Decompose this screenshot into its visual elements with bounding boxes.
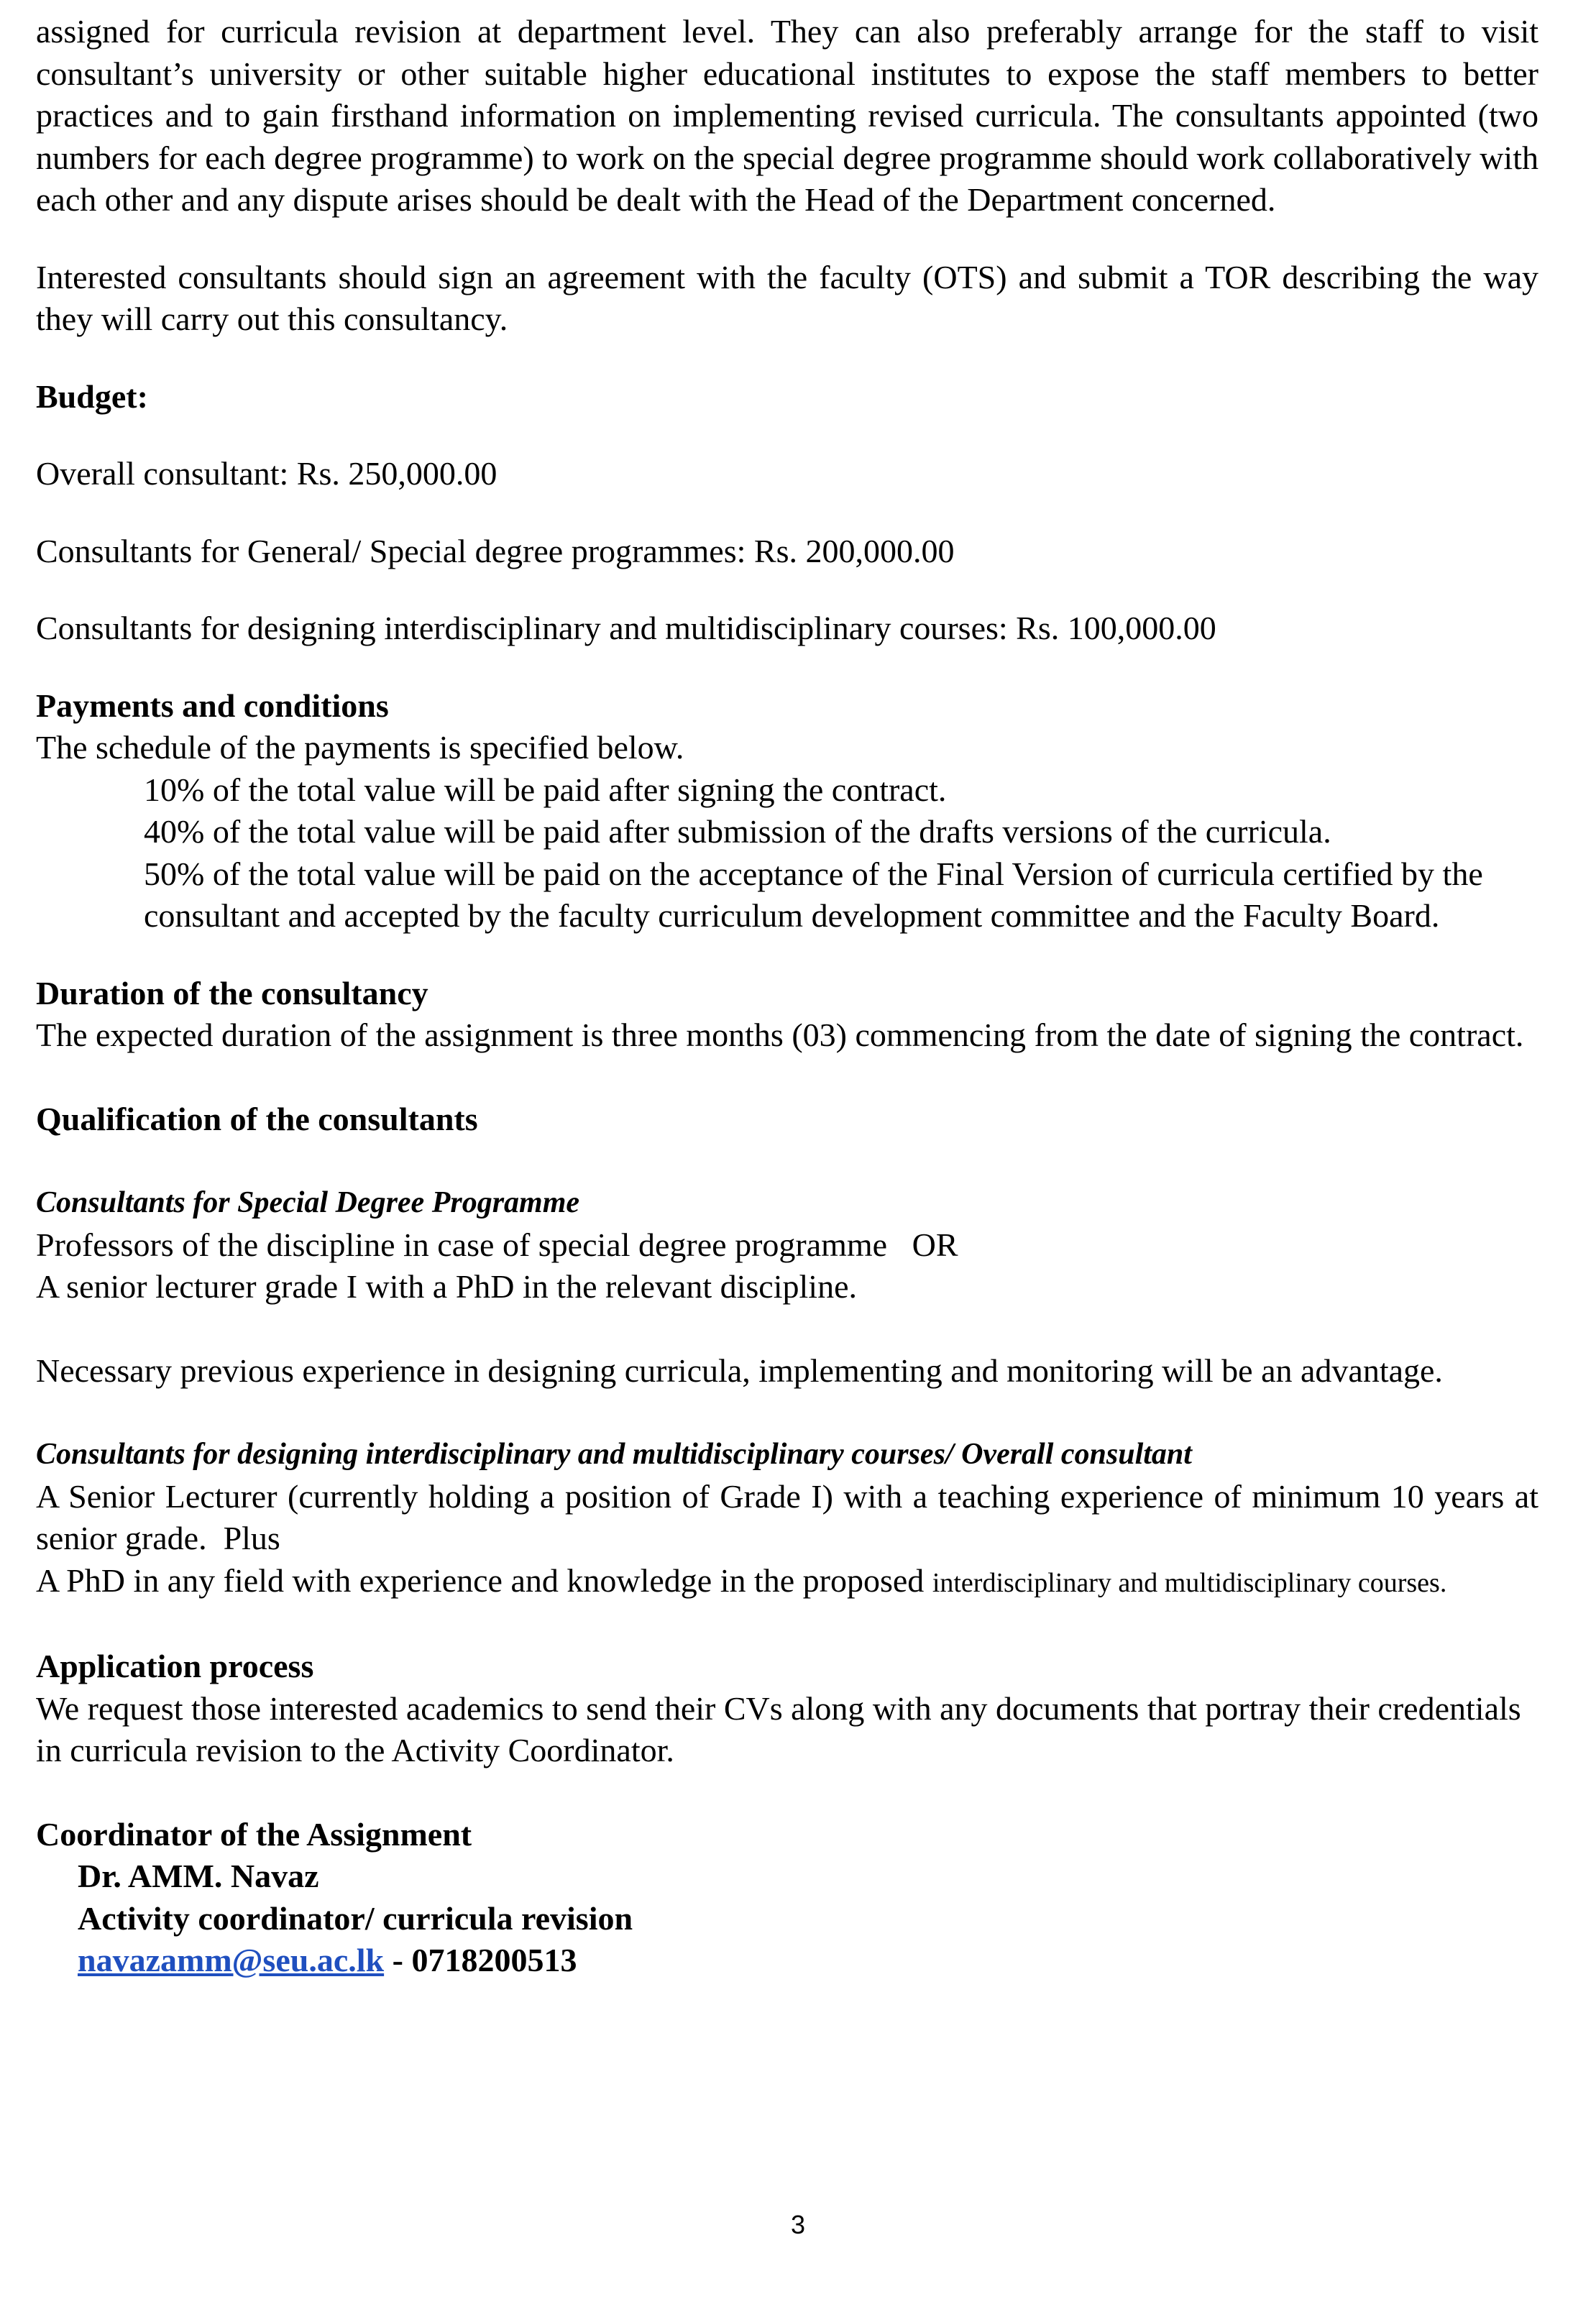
intro-paragraph: assigned for curricula revision at department level. They can also preferably arrange for the staff to visit consultant’s university or other suitable higher educational institutes to expose the staff members to better practices and to gain firsthand information on implementing revised curricula. The consultants appointed (two numbers for each degree programme) to work on the special degree programme should work collaboratively with each other and any dispute arises should be dealt with the Head of the Department concerned. <box>36 13 1538 218</box>
payment-item: 50% of the total value will be paid on the acceptance of the Final Version of curricula certified by the consultant and accepted by the faculty curriculum development committee and the Faculty Board. <box>144 855 1483 934</box>
duration-text: The expected duration of the assignment is three months (03) commencing from the date of signing the contract. <box>36 1017 1524 1053</box>
phd-requirement-courses: interdisciplinary and multidisciplinary courses. <box>932 1567 1447 1598</box>
budget-heading: Budget: <box>36 377 148 415</box>
agreement-paragraph: Interested consultants should sign an agreement with the faculty (OTS) and submit a TOR describing the way they will carry out this consultancy. <box>36 258 1538 337</box>
budget-overall-line: Overall consultant: Rs. 250,000.00 <box>36 455 497 492</box>
payment-item: 40% of the total value will be paid after submission of the drafts versions of the curricula. <box>144 813 1331 850</box>
payments-heading: Payments and conditions <box>36 687 389 724</box>
page-number: 3 <box>790 2210 806 2239</box>
coordinator-heading: Coordinator of the Assignment <box>36 1815 472 1853</box>
payments-intro: The schedule of the payments is specified below. <box>36 729 684 766</box>
coordinator-email-link[interactable]: navazamm@seu.ac.lk <box>78 1942 385 1978</box>
budget-general-special-line: Consultants for General/ Special degree programmes: Rs. 200,000.00 <box>36 532 955 569</box>
special-degree-subheading: Consultants for Special Degree Programme <box>36 1186 580 1219</box>
application-text: We request those interested academics to send their CVs along with any documents that portray their credentials in curricula revision to the Activity Coordinator. <box>36 1689 1521 1768</box>
coordinator-role: Activity coordinator/ curricula revision <box>78 1899 633 1937</box>
document-page <box>36 0 1547 1982</box>
contact-separator: - <box>384 1942 412 1978</box>
special-degree-requirement: A senior lecturer grade I with a PhD in the relevant discipline. <box>36 1268 857 1305</box>
coordinator-name: Dr. AMM. Navaz <box>78 1858 319 1894</box>
phd-requirement-text: A PhD in any field with experience and knowledge in the proposed <box>36 1561 925 1599</box>
application-heading: Application process <box>36 1648 314 1684</box>
payment-item: 10% of the total value will be paid after signing the contract. <box>144 771 947 808</box>
qualification-heading: Qualification of the consultants <box>36 1100 478 1137</box>
coordinator-phone: 0718200513 <box>411 1942 577 1978</box>
budget-interdisciplinary-line: Consultants for designing interdisciplinary and multidisciplinary courses: Rs. 100,000.00 <box>36 610 1216 646</box>
interdisciplinary-requirement: A Senior Lecturer (currently holding a position of Grade I) with a teaching experience of minimum 10 years at senior grade. Plus <box>36 1477 1547 1556</box>
interdisciplinary-subheading: Consultants for designing interdisciplinary and multidisciplinary courses/ Overall consultant <box>36 1438 1192 1471</box>
duration-heading: Duration of the consultancy <box>36 974 428 1011</box>
special-degree-requirement: Professors of the discipline in case of special degree programme OR <box>36 1226 958 1263</box>
coordinator-contact <box>36 1940 1538 1982</box>
interdisciplinary-phd-requirement <box>36 1560 1538 1605</box>
experience-note: Necessary previous experience in designing curricula, implementing and monitoring will be an advantage. <box>36 1352 1443 1389</box>
